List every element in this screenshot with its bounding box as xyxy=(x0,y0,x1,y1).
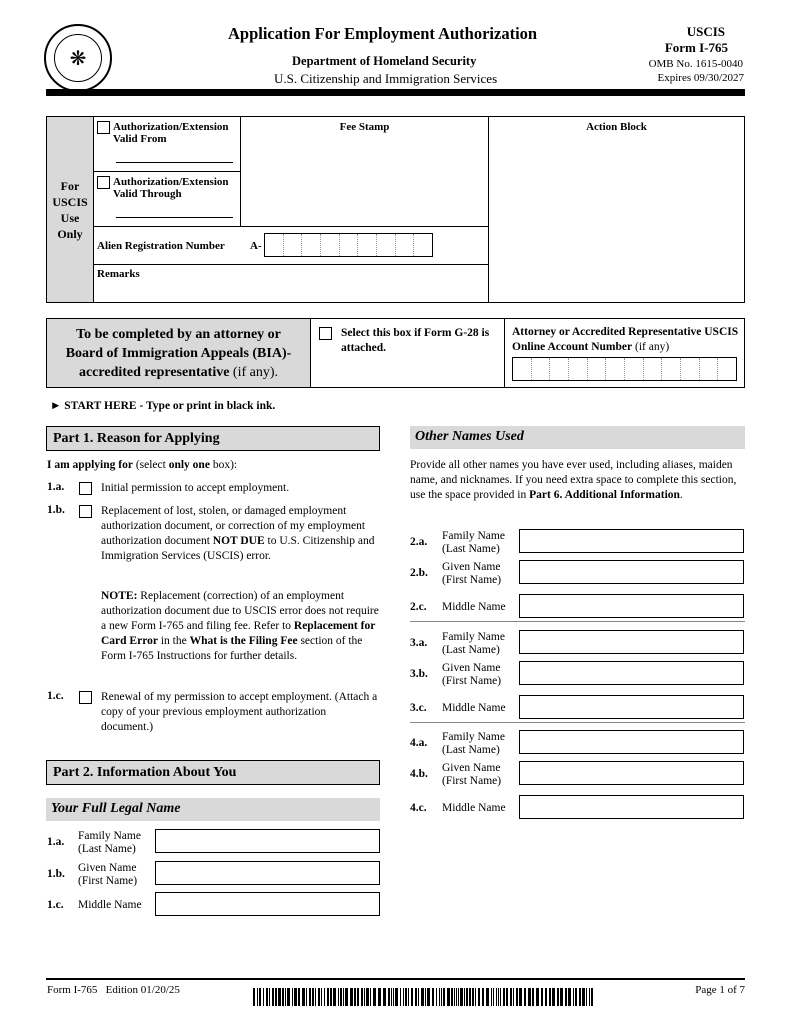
other-name-2b-label-main: Given Name xyxy=(442,561,501,573)
item-1b-note xyxy=(101,589,381,664)
other-name-4b-number: 4.b. xyxy=(410,768,428,780)
auth-from-cell xyxy=(94,117,241,172)
dhs-seal-icon xyxy=(44,24,112,92)
remarks-label: Remarks xyxy=(97,268,140,280)
item-1c-label: Renewal of my permission to accept employment. (Attach a copy of your previous employment authorization document.) xyxy=(101,691,378,733)
part1-header: Part 1. Reason for Applying xyxy=(46,426,380,451)
other-name-3b-label-sub: (First Name) xyxy=(442,675,502,687)
legal-name-1a-input[interactable] xyxy=(155,829,380,853)
action-block-cell xyxy=(489,117,744,302)
agency-name: U.S. Citizenship and Immigration Services xyxy=(274,71,498,86)
item-1a-label: Initial permission to accept employment. xyxy=(101,482,290,494)
footer-edition-date: Edition 01/20/25 xyxy=(105,984,180,996)
other-name-4c-label-main: Middle Name xyxy=(442,802,506,814)
remarks-cell xyxy=(94,265,489,302)
eagle-icon: ❋ xyxy=(54,34,102,82)
start-here: ► START HERE - Type or print in black ink. xyxy=(50,400,276,412)
other-name-4a-label-sub: (Last Name) xyxy=(442,744,500,756)
auth-through-line[interactable] xyxy=(116,217,233,218)
footer-edition xyxy=(47,984,180,996)
other-name-4b-label xyxy=(442,762,501,788)
item-1a-number: 1.a. xyxy=(47,481,65,493)
note-text-pre: Replacement (correction) of an employment authorization document due to USCIS error does not require a new Form I-765 and filing fee. Refer to xyxy=(101,590,379,632)
note-bold-1: Replacement for Card Error xyxy=(101,620,376,647)
header-divider xyxy=(46,89,745,96)
other-name-3a-label xyxy=(442,631,505,657)
omb-number: OMB No. 1615-0040 xyxy=(648,58,743,70)
other-name-4c-number: 4.c. xyxy=(410,802,427,814)
other-name-3c-label-main: Middle Name xyxy=(442,702,506,714)
uscis-side-label xyxy=(47,117,94,302)
account-number-input[interactable] xyxy=(512,357,737,381)
other-name-2c-label-main: Middle Name xyxy=(442,601,506,613)
other-name-3a-input[interactable] xyxy=(519,630,744,654)
part1-intro-only: only one xyxy=(168,459,210,471)
auth-through-label: Authorization/Extension Valid Through xyxy=(113,176,229,200)
note-text-mid: in the xyxy=(160,635,187,647)
form-title: Application For Employment Authorization xyxy=(228,24,538,43)
legal-name-1c-input[interactable] xyxy=(155,892,380,916)
other-name-2b-label-sub: (First Name) xyxy=(442,574,502,586)
alien-reg-label: Alien Registration Number xyxy=(97,240,225,252)
auth-from-line[interactable] xyxy=(116,162,233,163)
full-legal-name-header: Your Full Legal Name xyxy=(46,798,380,821)
fee-stamp-cell xyxy=(241,117,489,227)
account-number-label-text: Attorney or Accredited Representative USCIS Online Account Number xyxy=(512,326,739,353)
alien-reg-prefix: A- xyxy=(250,240,262,252)
part2-header: Part 2. Information About You xyxy=(46,760,380,785)
other-name-4a-input[interactable] xyxy=(519,730,744,754)
legal-name-1a-label-sub: (Last Name) xyxy=(78,843,136,855)
other-name-3a-label-sub: (Last Name) xyxy=(442,644,500,656)
other-name-3b-label xyxy=(442,662,501,688)
attorney-block xyxy=(46,318,745,388)
item-1b-label xyxy=(101,504,381,564)
other-names-intro-end: . xyxy=(679,489,683,501)
other-name-2b-number: 2.b. xyxy=(410,567,428,579)
other-name-4b-label-main: Given Name xyxy=(442,762,501,774)
fee-stamp-label: Fee Stamp xyxy=(339,121,390,133)
part1-intro-end: box): xyxy=(212,459,238,471)
form-number: Form I-765 xyxy=(664,40,728,55)
auth-from-checkbox[interactable] xyxy=(97,121,110,134)
other-name-2b-label xyxy=(442,561,501,587)
other-names-separator xyxy=(410,621,745,622)
g28-label: Select this box if Form G-28 is attached. xyxy=(341,327,490,354)
item-1c-number: 1.c. xyxy=(47,690,64,702)
other-name-2a-number: 2.a. xyxy=(410,536,428,548)
other-name-3b-input[interactable] xyxy=(519,661,744,685)
g28-cell xyxy=(311,319,505,387)
other-name-2a-label xyxy=(442,530,505,556)
other-names-intro xyxy=(410,458,744,503)
agency-short: USCIS xyxy=(686,24,725,39)
other-name-2b-input[interactable] xyxy=(519,560,744,584)
note-label: NOTE: xyxy=(101,590,138,602)
item-1b-text-pre: Replacement of lost, stolen, or damaged employment authorization document, or correction of my employment authorization document xyxy=(101,505,366,547)
legal-name-1b-label-main: Given Name xyxy=(78,862,137,874)
legal-name-1c-number: 1.c. xyxy=(47,899,64,911)
other-name-4b-label-sub: (First Name) xyxy=(442,775,502,787)
item-1c-checkbox[interactable] xyxy=(79,691,92,704)
other-names-separator xyxy=(410,722,745,723)
other-name-3c-label xyxy=(442,702,506,715)
part1-intro-bold: I am applying for xyxy=(47,459,133,471)
other-name-3b-number: 3.b. xyxy=(410,668,428,680)
other-name-3a-label-main: Family Name xyxy=(442,631,505,643)
other-names-header: Other Names Used xyxy=(410,426,745,449)
attorney-title-line2: Board of Immigration Appeals (BIA)- xyxy=(65,346,292,361)
item-1b-number: 1.b. xyxy=(47,504,65,516)
other-name-2a-label-sub: (Last Name) xyxy=(442,543,500,555)
g28-checkbox[interactable] xyxy=(319,327,332,340)
item-1b-checkbox[interactable] xyxy=(79,505,92,518)
expiration-date: Expires 09/30/2027 xyxy=(657,72,744,84)
other-name-4a-number: 4.a. xyxy=(410,737,428,749)
action-block-label: Action Block xyxy=(586,121,647,133)
attorney-title-line3-text: accredited representative xyxy=(78,365,230,380)
attorney-title xyxy=(47,319,311,387)
alien-reg-cell xyxy=(94,227,489,265)
other-name-2c-number: 2.c. xyxy=(410,601,427,613)
item-1b-text-bold: NOT DUE xyxy=(212,535,265,547)
barcode-icon xyxy=(253,988,593,1006)
auth-from-label: Authorization/Extension Valid From xyxy=(113,121,229,145)
other-name-3a-number: 3.a. xyxy=(410,637,428,649)
legal-name-1b-number: 1.b. xyxy=(47,868,65,880)
item-1b-text-post: to U.S. Citizenship and Immigration Services (USCIS) error. xyxy=(101,535,375,562)
account-number-label xyxy=(512,325,740,355)
other-name-2c-label xyxy=(442,601,506,614)
note-text-post: section of the Form I-765 Instructions for further details. xyxy=(101,635,363,662)
other-name-3c-input[interactable] xyxy=(519,695,744,719)
legal-name-1b-label xyxy=(78,862,137,888)
other-names-intro-text: Provide all other names you have ever used, including aliases, maiden name, and nicknames. If you need extra space to complete this section, use the space provided in xyxy=(410,459,737,501)
other-name-2a-label-main: Family Name xyxy=(442,530,505,542)
other-name-4c-input[interactable] xyxy=(519,795,744,819)
other-name-4b-input[interactable] xyxy=(519,761,744,785)
account-number-suffix: (if any) xyxy=(635,341,670,353)
legal-name-1a-label xyxy=(78,830,141,856)
footer-form-number: Form I-765 xyxy=(47,984,98,996)
note-bold-2: What is the Filing Fee xyxy=(189,635,298,647)
auth-through-cell xyxy=(94,172,241,227)
other-name-2c-input[interactable] xyxy=(519,594,744,618)
legal-name-1a-label-main: Family Name xyxy=(78,830,141,842)
legal-name-1c-label xyxy=(78,899,142,912)
alien-reg-input[interactable] xyxy=(264,233,433,257)
other-name-4c-label xyxy=(442,802,506,815)
attorney-title-line3 xyxy=(47,363,310,382)
other-name-2a-input[interactable] xyxy=(519,529,744,553)
legal-name-1b-input[interactable] xyxy=(155,861,380,885)
uscis-use-block xyxy=(46,116,745,303)
auth-through-checkbox[interactable] xyxy=(97,176,110,189)
legal-name-1c-label-main: Middle Name xyxy=(78,899,142,911)
legal-name-1a-number: 1.a. xyxy=(47,836,65,848)
item-1a-checkbox[interactable] xyxy=(79,482,92,495)
part1-intro xyxy=(47,458,237,473)
other-name-4a-label-main: Family Name xyxy=(442,731,505,743)
part1-intro-rest: (select xyxy=(135,459,166,471)
other-names-intro-bold: Part 6. Additional Information xyxy=(529,489,680,501)
other-name-3b-label-main: Given Name xyxy=(442,662,501,674)
footer-divider xyxy=(46,978,745,980)
footer-page-number: Page 1 of 7 xyxy=(695,984,745,996)
department-name: Department of Homeland Security xyxy=(292,54,477,68)
attorney-title-suffix: (if any). xyxy=(232,365,279,380)
account-number-cell xyxy=(505,319,745,387)
other-name-3c-number: 3.c. xyxy=(410,702,427,714)
other-name-4a-label xyxy=(442,731,505,757)
uscis-side-text: For USCIS Use Only xyxy=(52,178,88,241)
attorney-title-line1: To be completed by an attorney or xyxy=(76,327,281,342)
legal-name-1b-label-sub: (First Name) xyxy=(78,875,138,887)
